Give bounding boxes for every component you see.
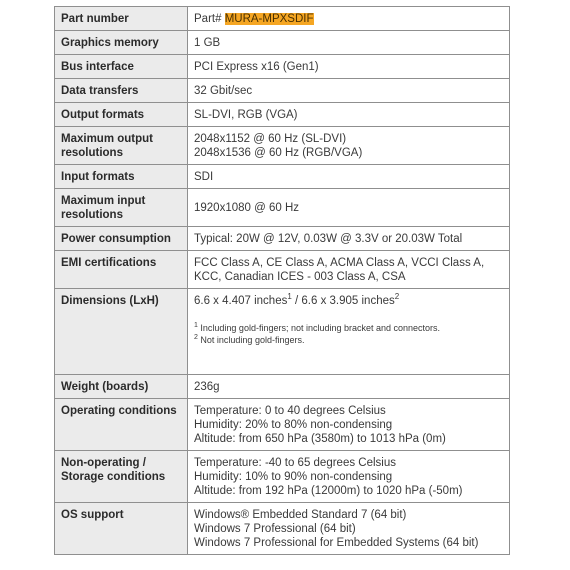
row-value bbox=[188, 289, 510, 375]
row-value: 32 Gbit/sec bbox=[188, 79, 510, 103]
row-label bbox=[55, 451, 188, 503]
value-line: Windows 7 Professional for Embedded Systems (64 bit) bbox=[194, 537, 479, 549]
footnote-ref: 1 bbox=[287, 292, 292, 302]
row-label: Part number bbox=[55, 7, 188, 31]
footnote bbox=[194, 334, 503, 346]
row-label: Dimensions (LxH) bbox=[55, 289, 188, 375]
row-value: 1920x1080 @ 60 Hz bbox=[188, 189, 510, 227]
table-row bbox=[55, 31, 510, 55]
table-row bbox=[55, 103, 510, 127]
value-line: FCC Class A, CE Class A, ACMA Class A, VCCI Class A, bbox=[194, 257, 485, 269]
table-row bbox=[55, 251, 510, 289]
dimensions-line bbox=[194, 294, 503, 308]
table-row bbox=[55, 189, 510, 227]
row-label: Operating conditions bbox=[55, 399, 188, 451]
dimension-separator: / bbox=[291, 295, 302, 307]
row-value: 236g bbox=[188, 375, 510, 399]
table-row bbox=[55, 55, 510, 79]
footnotes bbox=[194, 322, 503, 346]
value-line: 2048x1152 @ 60 Hz (SL-DVI) bbox=[194, 133, 347, 145]
part-prefix: Part# bbox=[194, 13, 225, 25]
row-value: SDI bbox=[188, 165, 510, 189]
row-value bbox=[188, 7, 510, 31]
row-label: Bus interface bbox=[55, 55, 188, 79]
part-number-highlight: MURA-MPXSDIF bbox=[224, 13, 314, 25]
row-label: Maximum output resolutions bbox=[55, 127, 188, 165]
footnote-ref: 2 bbox=[394, 292, 400, 302]
spec-table bbox=[54, 6, 510, 555]
dimension-without-fingers: 6.6 x 3.905 inches bbox=[301, 295, 395, 307]
row-value bbox=[188, 399, 510, 451]
row-label: EMI certifications bbox=[55, 251, 188, 289]
value-line: Windows 7 Professional (64 bit) bbox=[194, 523, 356, 535]
row-label: Maximum input resolutions bbox=[55, 189, 188, 227]
row-value: PCI Express x16 (Gen1) bbox=[188, 55, 510, 79]
table-row bbox=[55, 503, 510, 555]
value-line: KCC, Canadian ICES - 003 Class A, CSA bbox=[194, 271, 406, 283]
row-value bbox=[188, 251, 510, 289]
row-value: SL-DVI, RGB (VGA) bbox=[188, 103, 510, 127]
table-row bbox=[55, 165, 510, 189]
row-label: Graphics memory bbox=[55, 31, 188, 55]
footnote-text: Not including gold-fingers. bbox=[197, 335, 305, 345]
row-label: Input formats bbox=[55, 165, 188, 189]
value-line: Windows® Embedded Standard 7 (64 bit) bbox=[194, 509, 407, 521]
table-row bbox=[55, 7, 510, 31]
footnote-number: 2 bbox=[194, 334, 198, 341]
value-line: Altitude: from 650 hPa (3580m) to 1013 hPa (0m) bbox=[194, 433, 446, 445]
table-row bbox=[55, 227, 510, 251]
row-label: Data transfers bbox=[55, 79, 188, 103]
value-line: 2048x1536 @ 60 Hz (RGB/VGA) bbox=[194, 147, 363, 159]
row-value bbox=[188, 503, 510, 555]
dimension-with-fingers: 6.6 x 4.407 inches bbox=[194, 295, 288, 307]
footnote-text: Including gold-fingers; not including bracket and connectors. bbox=[197, 323, 441, 333]
row-value bbox=[188, 451, 510, 503]
row-value bbox=[188, 127, 510, 165]
row-value: Typical: 20W @ 12V, 0.03W @ 3.3V or 20.03W Total bbox=[188, 227, 510, 251]
value-line: Altitude: from 192 hPa (12000m) to 1020 hPa (-50m) bbox=[194, 485, 463, 497]
row-label: Output formats bbox=[55, 103, 188, 127]
row-label: Weight (boards) bbox=[55, 375, 188, 399]
footnote-number: 1 bbox=[194, 322, 198, 329]
value-line: Temperature: 0 to 40 degrees Celsius bbox=[194, 405, 386, 417]
table-row bbox=[55, 451, 510, 503]
row-label: Power consumption bbox=[55, 227, 188, 251]
value-line: Humidity: 20% to 80% non-condensing bbox=[194, 419, 393, 431]
value-line: Humidity: 10% to 90% non-condensing bbox=[194, 471, 393, 483]
label-line: Non-operating / bbox=[61, 457, 146, 469]
row-value: 1 GB bbox=[188, 31, 510, 55]
table-row bbox=[55, 375, 510, 399]
value-line: Temperature: -40 to 65 degrees Celsius bbox=[194, 457, 396, 469]
row-label: OS support bbox=[55, 503, 188, 555]
table-row bbox=[55, 127, 510, 165]
table-row bbox=[55, 289, 510, 375]
table-row bbox=[55, 399, 510, 451]
table-row bbox=[55, 79, 510, 103]
footnote bbox=[194, 322, 503, 334]
label-line: Storage conditions bbox=[61, 471, 166, 483]
